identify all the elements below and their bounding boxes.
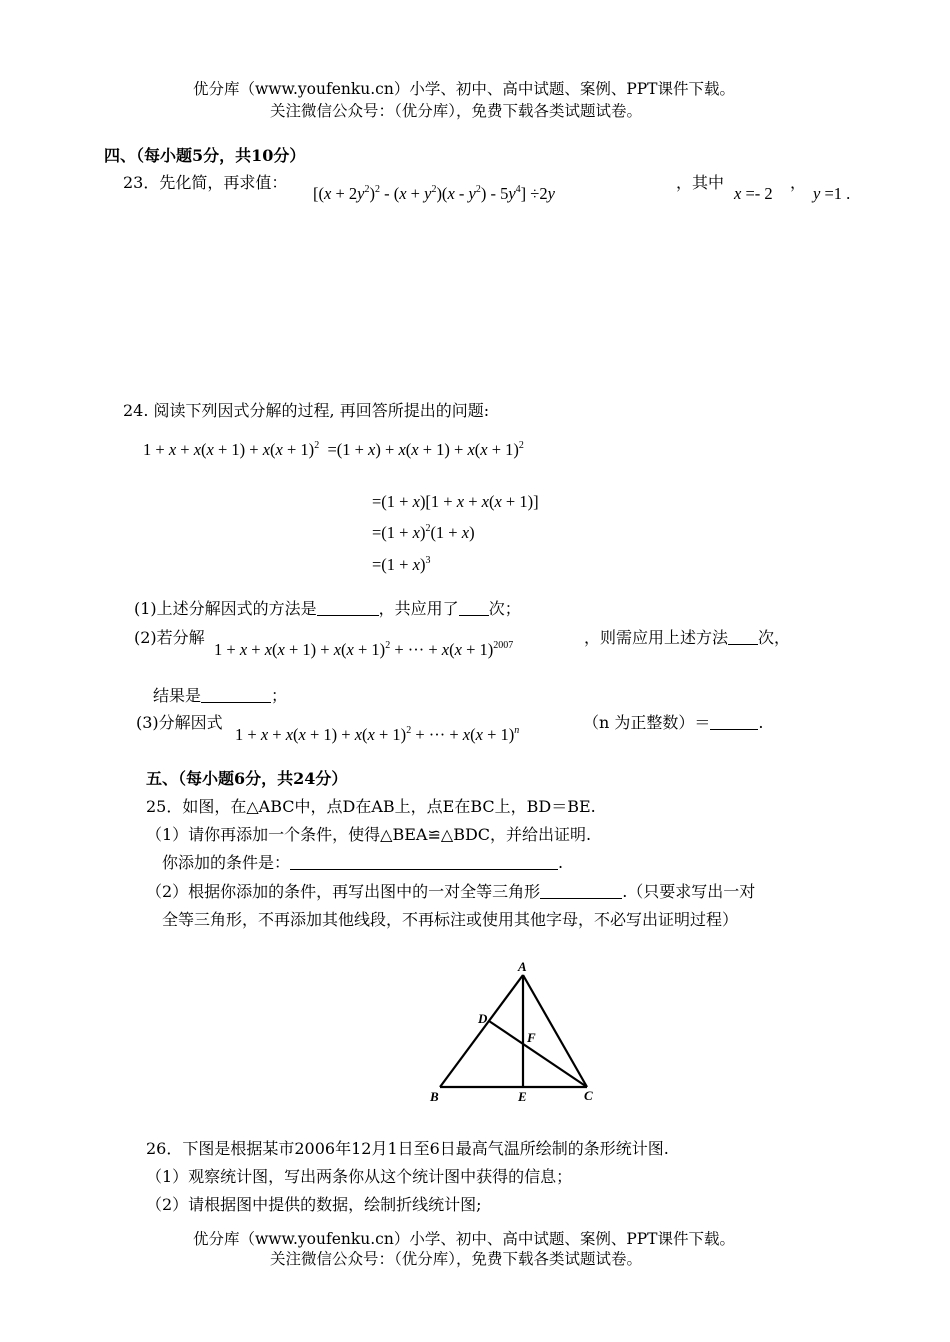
q25-part-2-note: 全等三角形，不再添加其他线段，不再标注或使用其他字母，不必写出证明过程） — [162, 910, 739, 929]
segment-DC — [489, 1021, 587, 1087]
segment-AB — [440, 975, 523, 1087]
q23-separator: ， — [790, 173, 807, 192]
q26-part-1: （1）观察统计图，写出两条你从这个统计图中获得的信息； — [146, 1167, 573, 1186]
answer-blank[interactable] — [290, 854, 558, 870]
q24-part-2-result: 结果是 ； — [153, 686, 288, 705]
section-4-title: 四、（每小题5分，共10分） — [104, 146, 306, 165]
answer-blank[interactable] — [540, 883, 622, 899]
q23-x-value: x =- 2 — [734, 184, 773, 203]
q25-intro: 25．如图，在△ABC中，点D在AB上，点E在BC上，BD＝BE. — [146, 797, 596, 816]
q24-step-2: $=(1 + x)^2(1 + x)$ — [372, 523, 475, 542]
triangle-figure — [420, 955, 610, 1110]
q24-part-3-label: (3)分解因式 — [136, 713, 223, 732]
footer-line-1: 优分库（www.youfenku.cn）小学、初中、高中试题、案例、PPT课件下载。 — [193, 1230, 736, 1248]
q24-intro: 24. 阅读下列因式分解的过程, 再回答所提出的问题: — [123, 401, 490, 420]
q23-tail: ，其中 — [676, 173, 725, 192]
q25-added-condition: 你添加的条件是： . — [162, 853, 564, 872]
label-B: B — [430, 1089, 439, 1104]
answer-blank[interactable] — [459, 600, 489, 616]
q24-part-2-tail: ，则需应用上述方法 次， — [584, 628, 791, 647]
label-E: E — [518, 1089, 527, 1104]
q23-prompt: 23．先化简，再求值： — [123, 173, 288, 192]
q24-part-3-expression: $1 + x + x(x + 1) + x(x + 1)^2$ + ··· + $x(x + 1)^n$ — [235, 725, 520, 744]
q23-y-value: y =1 . — [813, 184, 851, 203]
q24-part-2-expression: $1 + x + x(x + 1) + x(x + 1)^2$ + ··· + $x(x + 1)^{2007}$ — [214, 640, 514, 659]
q24-part-3-tail: （n 为正整数）＝ . — [583, 713, 764, 732]
q25-part-1: （1）请你再添加一个条件，使得△BEA≌△BDC，并给出证明. — [146, 825, 592, 844]
header-line-2: 关注微信公众号：（优分库），免费下载各类试题试卷。 — [270, 102, 643, 120]
answer-blank[interactable] — [201, 687, 271, 703]
q25-part-2: （2）根据你添加的条件，再写出图中的一对全等三角形 .（只要求写出一对 — [146, 882, 756, 901]
q24-step-1: =(1 + x)[1 + x + x(x + 1)] — [372, 492, 539, 511]
label-A: A — [518, 959, 527, 974]
q24-step-3: $=(1 + x)^3$ — [372, 555, 431, 574]
answer-blank[interactable] — [728, 629, 758, 645]
footer-line-2: 关注微信公众号：（优分库），免费下载各类试题试卷。 — [270, 1250, 643, 1268]
q26-intro: 26．下图是根据某市2006年12月1日至6日最高气温所绘制的条形统计图. — [146, 1139, 669, 1158]
label-F: F — [527, 1030, 536, 1045]
label-D: D — [478, 1011, 488, 1026]
q23-expression: $[(x + 2y^2)^2 - (x + y^2)(x - y^2) - 5y^4] \div 2y$ — [313, 184, 555, 203]
section-5-title: 五、（每小题6分，共24分） — [146, 769, 348, 788]
q24-part-1: (1)上述分解因式的方法是 ，共应用了 次； — [134, 599, 521, 618]
label-C: C — [584, 1088, 593, 1103]
q26-part-2: （2）请根据图中提供的数据，绘制折线统计图; — [146, 1195, 482, 1214]
header-line-1: 优分库（www.youfenku.cn）小学、初中、高中试题、案例、PPT课件下载。 — [193, 80, 736, 98]
answer-blank[interactable] — [317, 600, 379, 616]
q24-part-2-label: (2)若分解 — [134, 628, 205, 647]
answer-blank[interactable] — [710, 714, 758, 730]
q24-step-0: $1 + x + x(x + 1) + x(x + 1)^2 =(1 + x) + x(x + 1) + x(x + 1)^2$ — [143, 440, 524, 459]
